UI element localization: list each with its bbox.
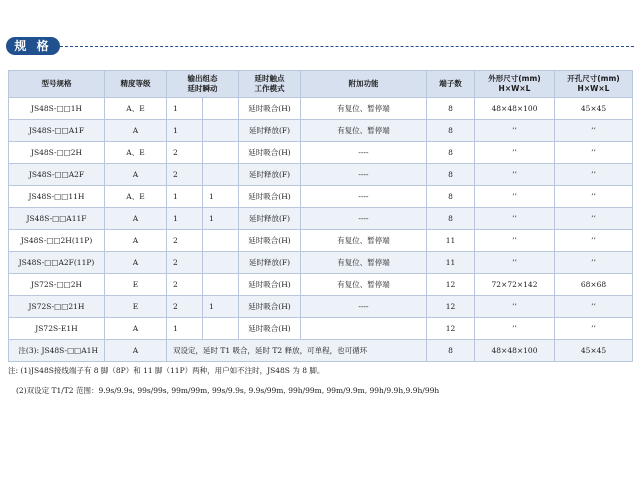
cell-mode: 延时吸合(H) [239,98,301,120]
cell-outer-size: ’’ [475,164,555,186]
cell-outer-size: 48×48×100 [475,98,555,120]
cell-cutout-size: 68×68 [555,274,633,296]
cell-delay: 2 [167,296,203,318]
cell-description: 双设定，延时 T1 吸合，延时 T2 释放，可单程，也可循环 [167,340,427,362]
cell-terminals: 8 [427,340,475,362]
cell-function: 有复位、暂停端 [301,230,427,252]
cell-terminals: 8 [427,142,475,164]
cell-cutout-size: ’’ [555,120,633,142]
cell-terminals: 11 [427,230,475,252]
cell-grade: E [105,274,167,296]
cell-terminals: 11 [427,252,475,274]
cell-mode: 延时吸合(H) [239,142,301,164]
table-row [9,164,633,186]
cell-model: JS48S-□□A2F [9,164,105,186]
table-row [9,230,633,252]
cell-mode: 延时释放(F) [239,252,301,274]
cell-outer-size: 72×72×142 [475,274,555,296]
cell-grade: A [105,208,167,230]
cell-function [301,318,427,340]
cell-instant [203,142,239,164]
cell-instant [203,164,239,186]
table-row [9,142,633,164]
cell-grade: A [105,120,167,142]
cell-grade: A [105,252,167,274]
cell-model: JS72S-□□2H [9,274,105,296]
table-row [9,318,633,340]
cell-mode: 延时吸合(H) [239,296,301,318]
table-header-row [9,71,633,98]
cell-delay: 1 [167,186,203,208]
cell-mode: 延时吸合(H) [239,318,301,340]
table-row [9,296,633,318]
footnotes [8,361,632,401]
cell-function: ---- [301,164,427,186]
cell-delay: 1 [167,120,203,142]
cell-terminals: 12 [427,274,475,296]
table-row [9,98,633,120]
cell-model: JS48S-□□2H [9,142,105,164]
cell-mode: 延时吸合(H) [239,274,301,296]
cell-function: 有复位、暂停端 [301,274,427,296]
cell-grade: A [105,164,167,186]
cell-cutout-size: ’’ [555,142,633,164]
cell-model: JS48S-□□A1F [9,120,105,142]
cell-terminals: 8 [427,98,475,120]
table-row [9,186,633,208]
table-row [9,208,633,230]
cell-function: 有复位、暂停端 [301,252,427,274]
cell-model: 注(3): JS48S-□□A1H [9,340,105,362]
cell-outer-size: ’’ [475,252,555,274]
cell-delay: 1 [167,98,203,120]
cell-function: 有复位、暂停端 [301,98,427,120]
cell-terminals: 8 [427,164,475,186]
cell-cutout-size: ’’ [555,296,633,318]
table-row [9,274,633,296]
cell-function: ---- [301,142,427,164]
cell-delay: 2 [167,252,203,274]
cell-terminals: 12 [427,296,475,318]
footnote-2: (2)双设定 T1/T2 范围：9.9s/9.9s, 99s/99s, 99m/99m, 99s/9.9s, 9.9s/99m, 99h/99m, 99m/9.9m, 99h/9.9h,9.9h/99h [16,386,440,395]
cell-grade: E [105,296,167,318]
cell-cutout-size: 45×45 [555,340,633,362]
cell-delay: 1 [167,208,203,230]
section-title-badge: 规 格 [6,37,60,55]
spec-table [8,70,633,362]
cell-cutout-size: ’’ [555,208,633,230]
cell-grade: A [105,230,167,252]
cell-model: JS48S-□□A11F [9,208,105,230]
cell-mode: 延时吸合(H) [239,230,301,252]
cell-terminals: 12 [427,318,475,340]
cell-instant [203,230,239,252]
cell-instant: 1 [203,186,239,208]
cell-instant [203,274,239,296]
cell-grade: A、E [105,186,167,208]
cell-outer-size: ’’ [475,230,555,252]
cell-outer-size: 48×48×100 [475,340,555,362]
cell-grade: A、E [105,98,167,120]
cell-function: ---- [301,296,427,318]
cell-instant: 1 [203,296,239,318]
header-terminals: 端子数 [427,71,475,98]
cell-function: 有复位、暂停端 [301,120,427,142]
table-row-special [9,340,633,362]
cell-outer-size: ’’ [475,296,555,318]
cell-instant [203,120,239,142]
cell-cutout-size: 45×45 [555,98,633,120]
header-cutout-size: 开孔尺寸(mm) H×W×L [555,71,633,98]
cell-cutout-size: ’’ [555,230,633,252]
cell-model: JS48S-□□2H(11P) [9,230,105,252]
cell-outer-size: ’’ [475,120,555,142]
cell-mode: 延时释放(F) [239,208,301,230]
cell-terminals: 8 [427,120,475,142]
cell-cutout-size: ’’ [555,186,633,208]
header-model: 型号规格 [9,71,105,98]
cell-model: JS48S-□□A2F(11P) [9,252,105,274]
cell-grade: A [105,340,167,362]
cell-delay: 2 [167,230,203,252]
section-divider [60,46,634,47]
cell-instant [203,252,239,274]
table-row [9,252,633,274]
cell-outer-size: ’’ [475,186,555,208]
cell-terminals: 8 [427,186,475,208]
cell-mode: 延时释放(F) [239,120,301,142]
cell-mode: 延时释放(F) [239,164,301,186]
cell-delay: 2 [167,164,203,186]
cell-terminals: 8 [427,208,475,230]
cell-model: JS72S-E1H [9,318,105,340]
cell-function: ---- [301,186,427,208]
cell-grade: A、E [105,142,167,164]
cell-instant: 1 [203,208,239,230]
cell-cutout-size: ’’ [555,252,633,274]
cell-function: ---- [301,208,427,230]
footnote-1: 注: (1)JS48S接线端子有 8 脚（8P）和 11 脚（11P）两种，用户如不注时，JS48S 为 8 脚。 [8,366,325,375]
cell-model: JS48S-□□11H [9,186,105,208]
cell-instant [203,98,239,120]
cell-outer-size: ’’ [475,318,555,340]
cell-mode: 延时吸合(H) [239,186,301,208]
cell-model: JS72S-□□21H [9,296,105,318]
cell-grade: A [105,318,167,340]
cell-outer-size: ’’ [475,142,555,164]
header-output: 输出组态 延时瞬动 [167,71,239,98]
cell-delay: 2 [167,274,203,296]
cell-cutout-size: ’’ [555,164,633,186]
cell-instant [203,318,239,340]
header-mode: 延时触点 工作模式 [239,71,301,98]
cell-delay: 2 [167,142,203,164]
header-outer-size: 外形尺寸(mm) H×W×L [475,71,555,98]
cell-model: JS48S-□□1H [9,98,105,120]
header-function: 附加功能 [301,71,427,98]
cell-cutout-size: ’’ [555,318,633,340]
cell-delay: 1 [167,318,203,340]
header-grade: 精度等级 [105,71,167,98]
table-row [9,120,633,142]
cell-outer-size: ’’ [475,208,555,230]
